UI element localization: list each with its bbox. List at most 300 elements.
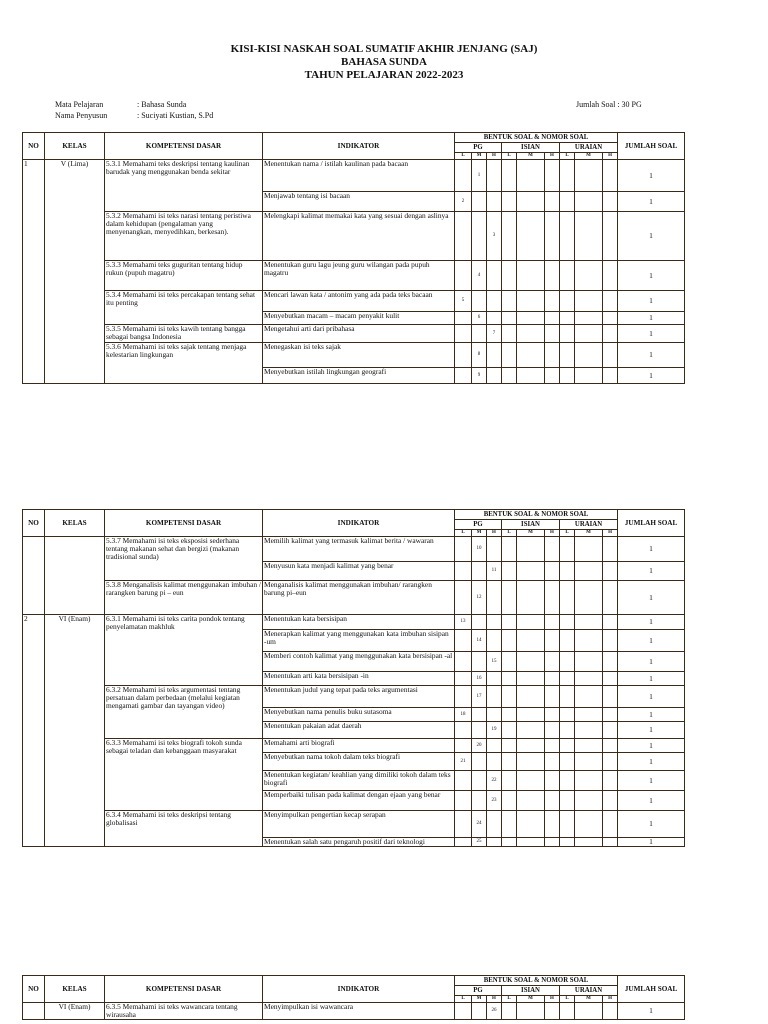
empty-cell [560, 537, 575, 562]
empty-cell [560, 686, 575, 708]
empty-cell [502, 672, 517, 686]
empty-cell [455, 791, 472, 811]
empty-cell [560, 325, 575, 343]
jumlah-cell: 1 [618, 838, 685, 847]
empty-cell [545, 652, 560, 672]
empty-cell [575, 368, 603, 384]
empty-cell [502, 581, 517, 615]
empty-cell [472, 722, 487, 739]
indikator-cell: Menegaskan isi teks sajak [263, 343, 455, 368]
empty-cell [603, 771, 618, 791]
nomor-soal-cell: 22 [487, 771, 502, 791]
empty-cell [502, 537, 517, 562]
empty-cell [545, 1003, 560, 1020]
no-cell [23, 537, 45, 615]
indikator-cell: Memperbaiki tulisan pada kalimat dengan ejaan yang benar [263, 791, 455, 811]
empty-cell [487, 312, 502, 325]
table-row [23, 261, 685, 291]
empty-cell [545, 325, 560, 343]
col-header-bentuk: BENTUK SOAL & NOMOR SOAL [455, 133, 618, 143]
empty-cell [455, 368, 472, 384]
empty-cell [560, 261, 575, 291]
table-row [23, 739, 685, 753]
empty-cell [517, 192, 545, 212]
empty-cell [455, 811, 472, 838]
empty-cell [502, 630, 517, 652]
empty-cell [502, 325, 517, 343]
nomor-soal-cell: 18 [455, 708, 472, 722]
empty-cell [472, 325, 487, 343]
empty-cell [560, 708, 575, 722]
no-cell: 1 [23, 160, 45, 384]
nomor-soal-cell: 13 [455, 615, 472, 630]
empty-cell [603, 537, 618, 562]
empty-cell [502, 291, 517, 312]
indikator-cell: Menyusun kata menjadi kalimat yang benar [263, 562, 455, 581]
empty-cell [560, 581, 575, 615]
jumlah-cell: 1 [618, 581, 685, 615]
empty-cell [487, 838, 502, 847]
empty-cell [487, 192, 502, 212]
empty-cell [545, 261, 560, 291]
jumlah-cell: 1 [618, 537, 685, 562]
kompetensi-cell: 6.3.5 Memahami isi teks wawancara tentang wirausaha [105, 1003, 263, 1020]
col-header-level: H [545, 996, 560, 1003]
jumlah-cell: 1 [618, 652, 685, 672]
empty-cell [517, 537, 545, 562]
empty-cell [545, 537, 560, 562]
jumlah-cell: 1 [618, 261, 685, 291]
table-row [23, 212, 685, 261]
empty-cell [545, 192, 560, 212]
empty-cell [545, 672, 560, 686]
indikator-cell: Menentukan judul yang tepat pada teks argumentasi [263, 686, 455, 708]
empty-cell [560, 672, 575, 686]
empty-cell [575, 672, 603, 686]
indikator-cell: Menyebutkan istilah lingkungan geografi [263, 368, 455, 384]
empty-cell [487, 686, 502, 708]
empty-cell [603, 672, 618, 686]
kompetensi-cell: 5.3.1 Memahami teks deskripsi tentang kaulinan barudak yang menggunakan benda sekitar [105, 160, 263, 212]
empty-cell [517, 652, 545, 672]
empty-cell [517, 562, 545, 581]
empty-cell [517, 686, 545, 708]
empty-cell [455, 160, 472, 192]
indikator-cell: Menentukan arti kata bersisipan -in [263, 672, 455, 686]
indikator-cell: Mencari lawan kata / antonim yang ada pada teks bacaan [263, 291, 455, 312]
nomor-soal-cell: 6 [472, 312, 487, 325]
empty-cell [560, 811, 575, 838]
empty-cell [560, 312, 575, 325]
indikator-cell: Menyimpulkan isi wawancara [263, 1003, 455, 1020]
table-row [23, 581, 685, 615]
mapel-value: : Bahasa Sunda [137, 100, 187, 109]
indikator-cell: Menentukan kegiatan/ keahlian yang dimiliki tokoh dalam teks biografi [263, 771, 455, 791]
empty-cell [545, 562, 560, 581]
indikator-cell: Memberi contoh kalimat yang menggunakan kata bersisipan -al [263, 652, 455, 672]
empty-cell [560, 615, 575, 630]
col-header-level: H [603, 153, 618, 160]
indikator-cell: Mengetahui arti dari pribahasa [263, 325, 455, 343]
empty-cell [517, 630, 545, 652]
doc-title-3: TAHUN PELAJARAN 2022-2023 [304, 69, 464, 81]
empty-cell [502, 708, 517, 722]
empty-cell [502, 562, 517, 581]
kompetensi-cell: 6.3.1 Memahami isi teks carita pondok tentang penyelamatan makhluk [105, 615, 263, 686]
mapel-label: Mata Pelajaran [55, 100, 104, 109]
col-header-level: M [575, 530, 603, 537]
col-header-bentuk: BENTUK SOAL & NOMOR SOAL [455, 976, 618, 986]
empty-cell [603, 739, 618, 753]
empty-cell [560, 771, 575, 791]
empty-cell [575, 771, 603, 791]
empty-cell [575, 160, 603, 192]
empty-cell [472, 753, 487, 771]
empty-cell [575, 1003, 603, 1020]
col-header-level: H [603, 530, 618, 537]
col-header-level: M [472, 530, 487, 537]
empty-cell [487, 368, 502, 384]
col-header-group: URAIAN [560, 143, 618, 153]
kompetensi-cell: 5.3.4 Memahami isi teks percakapan tentang sehat itu penting [105, 291, 263, 325]
empty-cell [603, 630, 618, 652]
empty-cell [487, 811, 502, 838]
col-header-level: H [487, 530, 502, 537]
jumlah-cell: 1 [618, 791, 685, 811]
col-header-level: L [455, 996, 472, 1003]
empty-cell [603, 1003, 618, 1020]
penyusun-value: : Suciyati Kustian, S.Pd [137, 111, 214, 120]
empty-cell [502, 838, 517, 847]
col-header-no: NO [23, 976, 45, 1003]
kompetensi-cell: 5.3.7 Memahami isi teks eksposisi sederhana tentang makanan sehat dan bergizi (makanan tradisional sunda) [105, 537, 263, 581]
col-header-jumlah: JUMLAH SOAL [618, 510, 685, 537]
jumlah-cell: 1 [618, 708, 685, 722]
empty-cell [560, 838, 575, 847]
empty-cell [502, 160, 517, 192]
empty-cell [472, 615, 487, 630]
empty-cell [517, 160, 545, 192]
empty-cell [455, 771, 472, 791]
empty-cell [517, 1003, 545, 1020]
empty-cell [517, 343, 545, 368]
empty-cell [560, 630, 575, 652]
nomor-soal-cell: 23 [487, 791, 502, 811]
col-header-kelas: KELAS [45, 510, 105, 537]
empty-cell [545, 368, 560, 384]
nomor-soal-cell: 14 [472, 630, 487, 652]
col-header-level: L [560, 996, 575, 1003]
empty-cell [487, 739, 502, 753]
penyusun-label: Nama Penyusun [55, 111, 108, 120]
empty-cell [575, 722, 603, 739]
empty-cell [455, 581, 472, 615]
empty-cell [455, 686, 472, 708]
indikator-cell: Menentukan pakaian adat daerah [263, 722, 455, 739]
indikator-cell: Menentukan salah satu pengaruh positif dari teknologi [263, 838, 455, 847]
empty-cell [472, 771, 487, 791]
jumlah-cell: 1 [618, 686, 685, 708]
empty-cell [603, 753, 618, 771]
empty-cell [575, 581, 603, 615]
empty-cell [502, 192, 517, 212]
empty-cell [487, 672, 502, 686]
empty-cell [575, 562, 603, 581]
empty-cell [455, 672, 472, 686]
jumlah-cell: 1 [618, 1003, 685, 1020]
empty-cell [502, 1003, 517, 1020]
empty-cell [545, 753, 560, 771]
empty-cell [517, 615, 545, 630]
nomor-soal-cell: 16 [472, 672, 487, 686]
empty-cell [502, 212, 517, 261]
empty-cell [502, 753, 517, 771]
kompetensi-cell: 5.3.5 Memahami isi teks kawih tentang bangga sebagai bangsa Indonesia [105, 325, 263, 343]
jumlah-cell: 1 [618, 739, 685, 753]
empty-cell [545, 771, 560, 791]
empty-cell [455, 537, 472, 562]
indikator-cell: Menerapkan kalimat yang menggunakan kata imbuhan sisipan -um [263, 630, 455, 652]
empty-cell [560, 753, 575, 771]
empty-cell [455, 325, 472, 343]
empty-cell [487, 615, 502, 630]
nomor-soal-cell: 2 [455, 192, 472, 212]
col-header-level: L [560, 153, 575, 160]
empty-cell [487, 291, 502, 312]
nomor-soal-cell: 7 [487, 325, 502, 343]
col-header-level: H [487, 153, 502, 160]
nomor-soal-cell: 4 [472, 261, 487, 291]
col-header-kelas: KELAS [45, 976, 105, 1003]
col-header-no: NO [23, 510, 45, 537]
jumlah-cell: 1 [618, 722, 685, 739]
empty-cell [603, 562, 618, 581]
empty-cell [575, 753, 603, 771]
empty-cell [603, 615, 618, 630]
col-header-group: ISIAN [502, 520, 560, 530]
empty-cell [502, 368, 517, 384]
table-row [23, 325, 685, 343]
indikator-cell: Menyebutkan nama tokoh dalam teks biografi [263, 753, 455, 771]
col-header-level: M [517, 996, 545, 1003]
indikator-cell: Melengkapi kalimat memakai kata yang sesuai dengan aslinya [263, 212, 455, 261]
empty-cell [545, 838, 560, 847]
empty-cell [517, 672, 545, 686]
col-header-indikator: INDIKATOR [263, 133, 455, 160]
empty-cell [545, 615, 560, 630]
col-header-kompetensi: KOMPETENSI DASAR [105, 510, 263, 537]
empty-cell [575, 791, 603, 811]
table-row [23, 343, 685, 368]
empty-cell [487, 753, 502, 771]
empty-cell [560, 652, 575, 672]
kelas-cell [45, 537, 105, 615]
jumlah-cell: 1 [618, 630, 685, 652]
col-header-level: H [545, 153, 560, 160]
empty-cell [502, 791, 517, 811]
empty-cell [517, 739, 545, 753]
empty-cell [455, 562, 472, 581]
indikator-cell: Memahami arti biografi [263, 739, 455, 753]
empty-cell [455, 722, 472, 739]
col-header-level: M [472, 996, 487, 1003]
empty-cell [575, 325, 603, 343]
empty-cell [603, 791, 618, 811]
nomor-soal-cell: 24 [472, 811, 487, 838]
col-header-jumlah: JUMLAH SOAL [618, 976, 685, 1003]
empty-cell [455, 739, 472, 753]
indikator-cell: Menentukan nama / istilah kaulinan pada bacaan [263, 160, 455, 192]
empty-cell [487, 261, 502, 291]
empty-cell [472, 708, 487, 722]
col-header-level: M [575, 996, 603, 1003]
empty-cell [575, 615, 603, 630]
empty-cell [517, 581, 545, 615]
empty-cell [575, 652, 603, 672]
empty-cell [545, 160, 560, 192]
indikator-cell: Menentukan kata bersisipan [263, 615, 455, 630]
col-header-level: M [472, 153, 487, 160]
col-header-group: ISIAN [502, 143, 560, 153]
jumlah-cell: 1 [618, 562, 685, 581]
nomor-soal-cell: 5 [455, 291, 472, 312]
nomor-soal-cell: 1 [472, 160, 487, 192]
empty-cell [472, 212, 487, 261]
empty-cell [517, 811, 545, 838]
col-header-level: L [502, 153, 517, 160]
col-header-level: L [502, 996, 517, 1003]
empty-cell [502, 771, 517, 791]
empty-cell [603, 708, 618, 722]
empty-cell [603, 581, 618, 615]
empty-cell [545, 581, 560, 615]
indikator-cell: Memilih kalimat yang termasuk kalimat berita / wawaran [263, 537, 455, 562]
nomor-soal-cell: 26 [487, 1003, 502, 1020]
empty-cell [575, 291, 603, 312]
table-row [23, 686, 685, 708]
empty-cell [545, 291, 560, 312]
empty-cell [575, 630, 603, 652]
empty-cell [545, 811, 560, 838]
empty-cell [603, 312, 618, 325]
empty-cell [603, 686, 618, 708]
empty-cell [545, 739, 560, 753]
col-header-kompetensi: KOMPETENSI DASAR [105, 133, 263, 160]
empty-cell [603, 160, 618, 192]
col-header-level: H [487, 996, 502, 1003]
empty-cell [502, 615, 517, 630]
empty-cell [575, 312, 603, 325]
empty-cell [560, 291, 575, 312]
empty-cell [455, 261, 472, 291]
col-header-kompetensi: KOMPETENSI DASAR [105, 976, 263, 1003]
empty-cell [575, 343, 603, 368]
col-header-group: URAIAN [560, 520, 618, 530]
empty-cell [502, 312, 517, 325]
empty-cell [545, 212, 560, 261]
empty-cell [560, 739, 575, 753]
col-header-level: M [575, 153, 603, 160]
empty-cell [502, 261, 517, 291]
empty-cell [575, 261, 603, 291]
empty-cell [472, 652, 487, 672]
empty-cell [502, 686, 517, 708]
kelas-cell: V (Lima) [45, 160, 105, 384]
empty-cell [575, 811, 603, 838]
indikator-cell: Menyebutkan nama penulis buku sutasoma [263, 708, 455, 722]
kelas-cell: VI (Enam) [45, 615, 105, 847]
empty-cell [472, 1003, 487, 1020]
empty-cell [472, 291, 487, 312]
nomor-soal-cell: 9 [472, 368, 487, 384]
indikator-cell: Menentukan guru lagu jeung guru wilangan pada pupuh magatru [263, 261, 455, 291]
table-row [23, 615, 685, 630]
empty-cell [560, 160, 575, 192]
indikator-cell: Menyimpulkan pengertian kecap serapan [263, 811, 455, 838]
empty-cell [575, 708, 603, 722]
jumlah-cell: 1 [618, 368, 685, 384]
table-row [23, 537, 685, 562]
kisi-table-3 [22, 975, 685, 1020]
col-header-level: H [545, 530, 560, 537]
empty-cell [517, 212, 545, 261]
empty-cell [560, 562, 575, 581]
empty-cell [487, 160, 502, 192]
jumlah-cell: 1 [618, 160, 685, 192]
col-header-level: L [502, 530, 517, 537]
kompetensi-cell: 6.3.4 Memahami isi teks deskripsi tentang globalisasi [105, 811, 263, 847]
empty-cell [472, 192, 487, 212]
empty-cell [517, 753, 545, 771]
nomor-soal-cell: 19 [487, 722, 502, 739]
empty-cell [560, 368, 575, 384]
empty-cell [502, 652, 517, 672]
empty-cell [517, 325, 545, 343]
empty-cell [502, 739, 517, 753]
empty-cell [455, 212, 472, 261]
nomor-soal-cell: 11 [487, 562, 502, 581]
doc-title-2: BAHASA SUNDA [341, 56, 427, 68]
col-header-group: URAIAN [560, 986, 618, 996]
empty-cell [545, 708, 560, 722]
nomor-soal-cell: 25 [472, 838, 487, 847]
empty-cell [560, 212, 575, 261]
jumlah-cell: 1 [618, 811, 685, 838]
table-row [23, 1003, 685, 1020]
empty-cell [603, 811, 618, 838]
col-header-group: ISIAN [502, 986, 560, 996]
kompetensi-cell: 5.3.6 Memahami isi teks sajak tentang menjaga kelestarian lingkungan [105, 343, 263, 384]
empty-cell [575, 739, 603, 753]
empty-cell [603, 212, 618, 261]
empty-cell [455, 838, 472, 847]
nomor-soal-cell: 10 [472, 537, 487, 562]
indikator-cell: Menganalisis kalimat menggunakan imbuhan/ rarangken barung pi–eun [263, 581, 455, 615]
jumlah-cell: 1 [618, 312, 685, 325]
jumlah-cell: 1 [618, 753, 685, 771]
kompetensi-cell: 5.3.3 Memahami teks guguritan tentang hidup rukun (pupuh magatru) [105, 261, 263, 291]
jumlah-cell: 1 [618, 615, 685, 630]
col-header-level: M [517, 530, 545, 537]
nomor-soal-cell: 20 [472, 739, 487, 753]
jumlah-soal-label: Jumlah Soal : 30 PG [576, 100, 642, 109]
no-cell [23, 1003, 45, 1020]
empty-cell [517, 838, 545, 847]
col-header-level: L [455, 530, 472, 537]
empty-cell [603, 652, 618, 672]
empty-cell [575, 192, 603, 212]
empty-cell [603, 722, 618, 739]
